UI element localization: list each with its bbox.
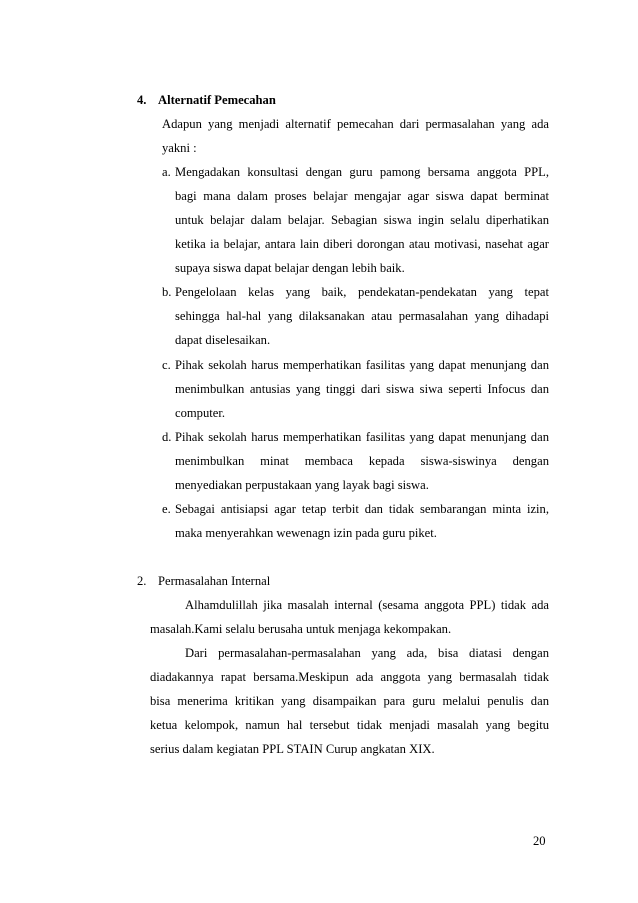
- section-4-title: Alternatif Pemecahan: [158, 93, 276, 107]
- paragraph-line: serius dalam kegiatan PPL STAIN Curup angkatan XIX.: [150, 742, 435, 756]
- list-item-a-line: untuk belajar dalam belajar. Sebagian siswa ingin selalu diperhatikan: [175, 213, 549, 227]
- paragraph-line: diadakannya rapat bersama.Meskipun ada anggota yang bermasalah tidak: [150, 670, 549, 684]
- list-item-a-line: supaya siswa dapat belajar dengan lebih baik.: [175, 261, 405, 275]
- list-item-c-line: menimbulkan antusias yang tinggi dari siswa siwa seperti Infocus dan: [175, 382, 549, 396]
- list-item-d-line: menimbulkan minat membaca kepada siswa-siswinya dengan: [175, 454, 549, 468]
- list-item-b-line: Pengelolaan kelas yang baik, pendekatan-pendekatan yang tepat: [175, 285, 549, 299]
- list-item-e-line: Sebagai antisiapsi agar tetap terbit dan tidak sembarangan minta izin,: [175, 502, 549, 516]
- list-item-c-line: computer.: [175, 406, 226, 420]
- list-item-a-line: Mengadakan konsultasi dengan guru pamong bersama anggota PPL,: [175, 165, 549, 179]
- section-4-intro-line: yakni :: [162, 141, 197, 155]
- section-2-title: Permasalahan Internal: [158, 574, 271, 588]
- section-4-number: 4.: [137, 93, 147, 107]
- section-4-intro-line: Adapun yang menjadi alternatif pemecahan dari permasalahan yang ada: [162, 117, 549, 131]
- list-item-a-line: bagi mana dalam proses belajar mengajar agar siswa dapat berminat: [175, 189, 549, 203]
- paragraph-line: bisa menerima kritikan yang disampaikan para guru melalui penulis dan: [150, 694, 549, 708]
- list-marker-e: e.: [162, 502, 171, 516]
- list-item-a-line: ketika ia belajar, antara lain diberi dorongan atau motivasi, nasehat agar: [175, 237, 549, 251]
- list-marker-d: d.: [162, 430, 172, 444]
- list-item-c-line: Pihak sekolah harus memperhatikan fasilitas yang dapat menunjang dan: [175, 358, 549, 372]
- list-item-b-line: sehingga hal-hal yang dilaksanakan atau permasalahan yang dihadapi: [175, 309, 549, 323]
- list-item-d-line: Pihak sekolah harus memperhatikan fasilitas yang dapat menunjang dan: [175, 430, 549, 444]
- section-2-number: 2.: [137, 574, 147, 588]
- paragraph-line: Alhamdulillah jika masalah internal (sesama anggota PPL) tidak ada: [185, 598, 549, 612]
- list-marker-c: c.: [162, 358, 171, 372]
- page-number: 20: [533, 834, 546, 848]
- paragraph-line: ketua kelompok, namun hal tersebut tidak menjadi masalah yang begitu: [150, 718, 549, 732]
- list-marker-b: b.: [162, 285, 172, 299]
- paragraph-line: Dari permasalahan-permasalahan yang ada, bisa diatasi dengan: [185, 646, 549, 660]
- paragraph-line: masalah.Kami selalu berusaha untuk menjaga kekompakan.: [150, 622, 452, 636]
- list-marker-a: a.: [162, 165, 171, 179]
- list-item-b-line: dapat diselesaikan.: [175, 333, 271, 347]
- list-item-e-line: maka menyerahkan wewenagn izin pada guru piket.: [175, 526, 437, 540]
- list-item-d-line: menyediakan perpustakaan yang layak bagi siswa.: [175, 478, 429, 492]
